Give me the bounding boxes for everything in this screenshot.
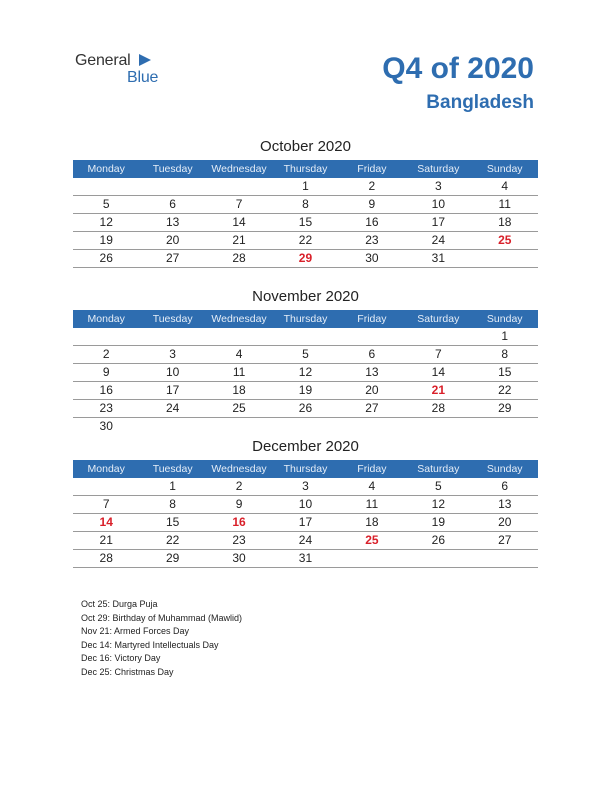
weekday-label: Sunday <box>486 313 523 325</box>
empty-day-cell <box>73 328 139 345</box>
day-cell: 30 <box>232 551 246 565</box>
empty-day-cell <box>472 250 538 267</box>
day-cell: 6 <box>368 347 376 361</box>
day-cell: 2 <box>102 347 110 361</box>
holiday-note: Nov 21: Armed Forces Day <box>81 626 190 636</box>
day-cell: 12 <box>431 497 445 511</box>
day-cell: 5 <box>434 479 442 493</box>
month-title: December 2020 <box>252 438 359 455</box>
weekday-label: Thursday <box>283 163 328 175</box>
weekday-header <box>73 310 538 328</box>
day-cell: 12 <box>99 215 113 229</box>
day-cell: 29 <box>298 251 313 265</box>
day-cell: 7 <box>235 197 243 211</box>
weekday-label: Monday <box>87 463 125 475</box>
day-cell: 12 <box>298 365 313 379</box>
week-row <box>73 400 538 418</box>
week-row <box>73 532 538 550</box>
month-title: October 2020 <box>260 138 351 155</box>
day-cell: 29 <box>498 401 512 415</box>
day-cell: 10 <box>431 197 445 211</box>
day-cell: 11 <box>232 365 246 379</box>
weekday-label: Monday <box>87 313 125 325</box>
empty-day-cell <box>472 550 538 567</box>
weekday-label: Saturday <box>417 163 460 175</box>
empty-day-cell <box>73 178 139 195</box>
day-cell: 24 <box>298 533 313 547</box>
empty-day-cell <box>73 478 139 495</box>
day-cell: 1 <box>169 479 176 493</box>
country-subtitle: Bangladesh <box>426 92 534 113</box>
day-cell: 27 <box>165 251 180 265</box>
day-cell: 18 <box>232 383 246 397</box>
page-title: Q4 of 2020 <box>382 52 534 85</box>
day-cell: 26 <box>298 401 313 415</box>
month-october <box>73 138 538 268</box>
day-cell: 3 <box>169 347 176 361</box>
day-cell: 28 <box>431 401 445 415</box>
day-cell: 19 <box>298 383 313 397</box>
day-cell: 21 <box>232 233 246 247</box>
weekday-label: Friday <box>357 463 387 475</box>
day-cell: 4 <box>501 179 509 193</box>
day-cell: 20 <box>498 515 512 529</box>
day-cell: 15 <box>498 365 512 379</box>
day-cell: 14 <box>431 365 445 379</box>
holiday-note: Dec 25: Christmas Day <box>81 666 174 677</box>
day-cell: 22 <box>498 383 512 397</box>
month-november <box>73 288 538 435</box>
day-cell: 28 <box>99 551 113 565</box>
day-cell: 2 <box>235 479 243 493</box>
day-cell: 21 <box>99 533 113 547</box>
weekday-label: Thursday <box>283 313 328 325</box>
week-row <box>73 346 538 364</box>
empty-day-cell <box>206 418 272 435</box>
weekday-label: Tuesday <box>152 163 193 175</box>
weekday-label: Tuesday <box>152 313 193 325</box>
weekday-label: Sunday <box>486 163 523 175</box>
week-row <box>73 232 538 250</box>
week-row <box>73 550 538 568</box>
empty-day-cell <box>405 328 471 345</box>
empty-day-cell <box>339 328 405 345</box>
holiday-notes <box>81 598 242 679</box>
day-cell: 10 <box>298 497 313 511</box>
week-row <box>73 364 538 382</box>
day-cell: 19 <box>99 233 113 247</box>
empty-day-cell <box>139 178 205 195</box>
weekday-label: Wednesday <box>211 163 267 175</box>
day-cell: 11 <box>498 197 511 211</box>
empty-day-cell <box>206 178 272 195</box>
day-cell: 17 <box>298 515 313 529</box>
day-cell: 13 <box>165 215 180 229</box>
day-cell: 26 <box>99 251 113 265</box>
week-row <box>73 178 538 196</box>
day-cell: 13 <box>365 365 379 379</box>
weekday-label: Friday <box>357 163 387 175</box>
day-cell: 1 <box>302 179 309 193</box>
day-cell: 16 <box>99 383 113 397</box>
empty-day-cell <box>339 418 405 435</box>
week-row <box>73 250 538 268</box>
empty-day-cell <box>206 328 272 345</box>
day-cell: 24 <box>165 401 180 415</box>
day-cell: 15 <box>165 515 180 529</box>
day-cell: 14 <box>232 215 246 229</box>
day-cell: 23 <box>365 233 379 247</box>
day-cell: 18 <box>365 515 379 529</box>
day-cell: 24 <box>431 233 445 247</box>
week-row <box>73 328 538 346</box>
day-cell: 25 <box>365 533 379 547</box>
day-cell: 29 <box>165 551 180 565</box>
day-cell: 7 <box>102 497 110 511</box>
weekday-label: Monday <box>87 163 125 175</box>
weekday-header <box>73 160 538 178</box>
weekday-label: Sunday <box>486 463 523 475</box>
week-row <box>73 196 538 214</box>
day-cell: 30 <box>99 419 113 433</box>
day-cell: 20 <box>165 233 180 247</box>
day-cell: 3 <box>434 179 442 193</box>
weekday-label: Wednesday <box>211 463 267 475</box>
empty-day-cell <box>272 418 338 435</box>
empty-day-cell <box>272 328 338 345</box>
day-cell: 21 <box>431 383 445 397</box>
holiday-note: Oct 25: Durga Puja <box>81 599 158 609</box>
logo-word-general: General <box>75 52 131 69</box>
weekday-label: Saturday <box>417 463 460 475</box>
day-cell: 28 <box>232 251 246 265</box>
day-cell: 11 <box>365 497 379 511</box>
day-cell: 8 <box>302 197 309 211</box>
day-cell: 9 <box>235 497 243 511</box>
week-row <box>73 418 538 435</box>
day-cell: 26 <box>431 533 445 547</box>
day-cell: 9 <box>368 197 376 211</box>
empty-day-cell <box>139 328 205 345</box>
week-row <box>73 496 538 514</box>
day-cell: 31 <box>431 251 445 265</box>
empty-day-cell <box>339 550 405 567</box>
day-cell: 2 <box>368 179 376 193</box>
day-cell: 13 <box>498 497 512 511</box>
weekday-header <box>73 460 538 478</box>
day-cell: 10 <box>165 365 180 379</box>
day-cell: 22 <box>298 233 313 247</box>
weekday-label: Saturday <box>417 313 460 325</box>
empty-day-cell <box>472 418 538 435</box>
empty-day-cell <box>405 418 471 435</box>
day-cell: 3 <box>302 479 309 493</box>
day-cell: 18 <box>498 215 512 229</box>
month-title: November 2020 <box>252 288 359 305</box>
day-cell: 22 <box>165 533 180 547</box>
day-cell: 25 <box>232 401 246 415</box>
day-cell: 23 <box>232 533 246 547</box>
empty-day-cell <box>405 550 471 567</box>
weekday-label: Friday <box>357 313 387 325</box>
day-cell: 17 <box>165 383 180 397</box>
weekday-label: Wednesday <box>211 313 267 325</box>
day-cell: 8 <box>169 497 176 511</box>
logo-flag-icon <box>139 54 151 66</box>
day-cell: 6 <box>169 197 176 211</box>
week-row <box>73 514 538 532</box>
day-cell: 5 <box>302 347 309 361</box>
month-december <box>73 438 538 568</box>
day-cell: 25 <box>498 233 512 247</box>
day-cell: 31 <box>298 551 313 565</box>
day-cell: 15 <box>298 215 313 229</box>
generalblue-logo <box>75 52 175 88</box>
day-cell: 16 <box>365 215 379 229</box>
day-cell: 27 <box>498 533 512 547</box>
week-row <box>73 382 538 400</box>
day-cell: 16 <box>232 515 246 529</box>
day-cell: 14 <box>99 515 113 529</box>
day-cell: 7 <box>434 347 442 361</box>
empty-day-cell <box>139 418 205 435</box>
holiday-note: Oct 29: Birthday of Muhammad (Mawlid) <box>81 612 243 623</box>
logo-word-blue: Blue <box>127 69 159 86</box>
day-cell: 4 <box>235 347 243 361</box>
day-cell: 20 <box>365 383 379 397</box>
day-cell: 4 <box>368 479 376 493</box>
day-cell: 27 <box>365 401 379 415</box>
day-cell: 30 <box>365 251 379 265</box>
week-row <box>73 214 538 232</box>
weekday-label: Thursday <box>283 463 328 475</box>
day-cell: 6 <box>501 479 509 493</box>
day-cell: 5 <box>102 197 110 211</box>
holiday-note: Dec 14: Martyred Intellectuals Day <box>81 639 219 650</box>
day-cell: 1 <box>501 329 509 343</box>
weekday-label: Tuesday <box>152 463 193 475</box>
holiday-note: Dec 16: Victory Day <box>81 653 161 663</box>
day-cell: 19 <box>431 515 445 529</box>
day-cell: 9 <box>102 365 110 379</box>
day-cell: 8 <box>501 347 509 361</box>
week-row <box>73 478 538 496</box>
day-cell: 23 <box>99 401 113 415</box>
day-cell: 17 <box>431 215 445 229</box>
